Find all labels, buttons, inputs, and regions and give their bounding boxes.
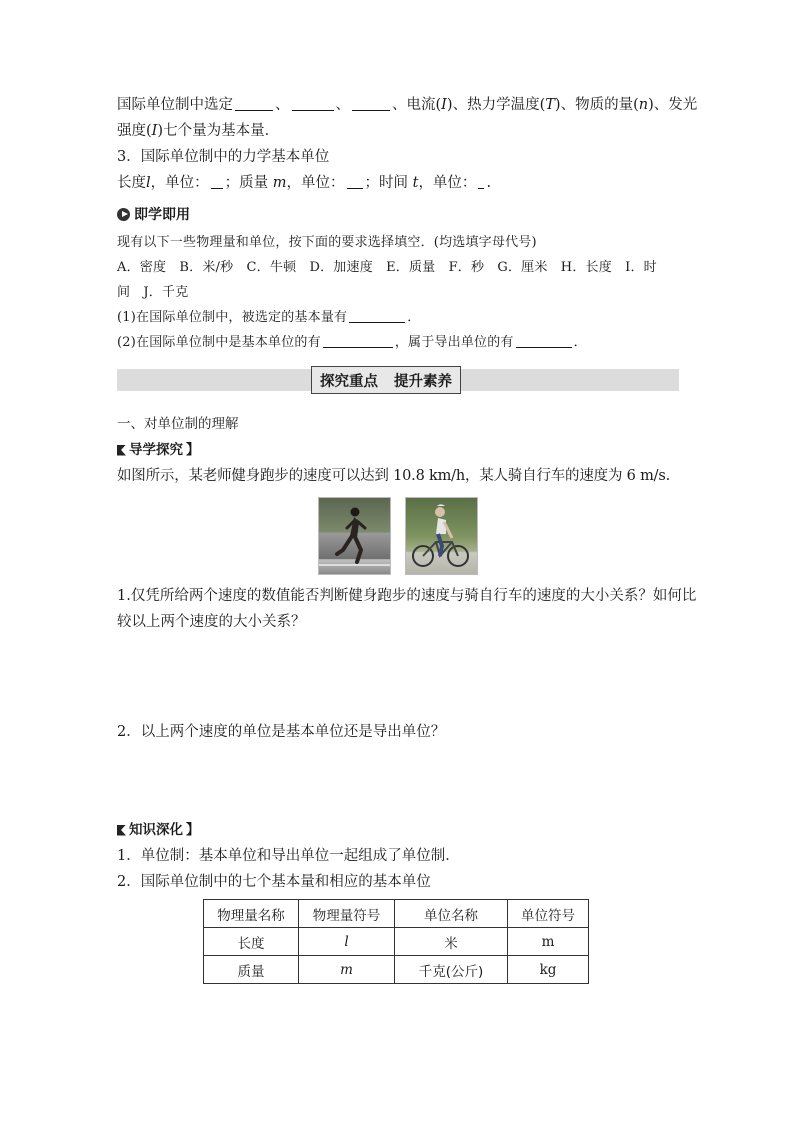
table-header-cell: 物理量名称 <box>204 900 299 928</box>
knowledge-point-1: 1．单位制：基本单位和导出单位一起组成了单位制． <box>117 848 460 864</box>
runner-figure-icon <box>319 498 390 574</box>
blank-3[interactable] <box>352 96 390 111</box>
blank-time-unit[interactable] <box>478 174 484 189</box>
table-cell: l <box>299 928 395 956</box>
practice-question-2: (2)在国际单位制中是基本单位的有 ，属于导出单位的有 ． <box>117 335 587 350</box>
answer-space-2 <box>117 745 679 817</box>
guide-question-1-line-1: 1.仅凭所给两个速度的数值能否判断健身跑步的速度与骑自行车的速度的大小关系？如何比 <box>117 588 697 604</box>
table-header-cell: 单位名称 <box>395 900 508 928</box>
table-cell: 长度 <box>204 928 299 956</box>
table-header-row <box>204 900 589 928</box>
table-cell: kg <box>508 956 589 984</box>
section1-heading: 一、对单位制的理解 <box>117 416 239 432</box>
bracket-icon <box>117 445 126 456</box>
intro-line-2: 强度(I)七个量为基本量． <box>117 123 280 139</box>
blank-2[interactable] <box>292 96 334 111</box>
blank-1[interactable] <box>235 96 273 111</box>
bracket-icon <box>117 825 126 836</box>
answer-space-1 <box>117 635 679 719</box>
table-cell: 质量 <box>204 956 299 984</box>
item3-units-line: 长度l，单位： ；质量 m，单位： ；时间 t，单位： . <box>117 175 492 191</box>
table-cell: m <box>508 928 589 956</box>
practice-options-2: 间 J．千克 <box>117 285 189 300</box>
blank-q2-derived[interactable] <box>516 333 572 348</box>
guide-text: 如图所示，某老师健身跑步的速度可以达到 10.8 km/h，某人骑自行车的速度为 6 m/s. <box>117 468 670 484</box>
section-banner <box>117 369 679 391</box>
practice-intro: 现有以下一些物理量和单位，按下面的要求选择填空．(均选填字母代号) <box>117 235 537 250</box>
page-content <box>117 92 698 984</box>
table-header-cell: 单位符号 <box>508 900 589 928</box>
blank-mass-unit[interactable] <box>347 174 363 189</box>
banner-left-text: 探究重点 <box>320 373 378 390</box>
play-circle-icon <box>117 208 130 221</box>
photos-row <box>117 497 679 575</box>
knowledge-title: 知识深化 】 <box>117 817 679 843</box>
guide-title: 导学探究 】 <box>117 437 679 463</box>
guide-question-2: 2．以上两个速度的单位是基本单位还是导出单位？ <box>117 724 446 740</box>
cyclist-figure-icon <box>406 498 477 574</box>
units-table <box>203 899 589 984</box>
table-cell: 千克(公斤) <box>395 956 508 984</box>
table-row <box>204 956 589 984</box>
guide-question-1-line-2: 较以上两个速度的大小关系？ <box>117 614 306 630</box>
table-header-cell: 物理量符号 <box>299 900 395 928</box>
practice-options-1: A．密度 B．米/秒 C．牛顿 D．加速度 E．质量 F．秒 G．厘米 H．长度 I．时 <box>117 260 657 275</box>
table-cell: m <box>299 956 395 984</box>
knowledge-point-2: 2．国际单位制中的七个基本量和相应的基本单位 <box>117 874 431 890</box>
banner-box <box>311 366 461 394</box>
practice-title: 即学即用 <box>117 204 679 224</box>
item3-title: 3．国际单位制中的力学基本单位 <box>117 149 330 165</box>
table-cell: 米 <box>395 928 508 956</box>
blank-length-unit[interactable] <box>211 174 223 189</box>
cyclist-photo <box>405 497 478 575</box>
runner-photo <box>318 497 391 575</box>
blank-q2-base[interactable] <box>323 333 393 348</box>
practice-question-1: (1)在国际单位制中，被选定的基本量有 ． <box>117 310 421 325</box>
blank-q1[interactable] <box>349 308 405 323</box>
table-row <box>204 928 589 956</box>
banner-right-text: 提升素养 <box>394 373 452 390</box>
intro-line-1: 国际单位制中选定 、 、 、电流(I)、热力学温度(T)、物质的量(n)、发光 <box>117 97 698 113</box>
